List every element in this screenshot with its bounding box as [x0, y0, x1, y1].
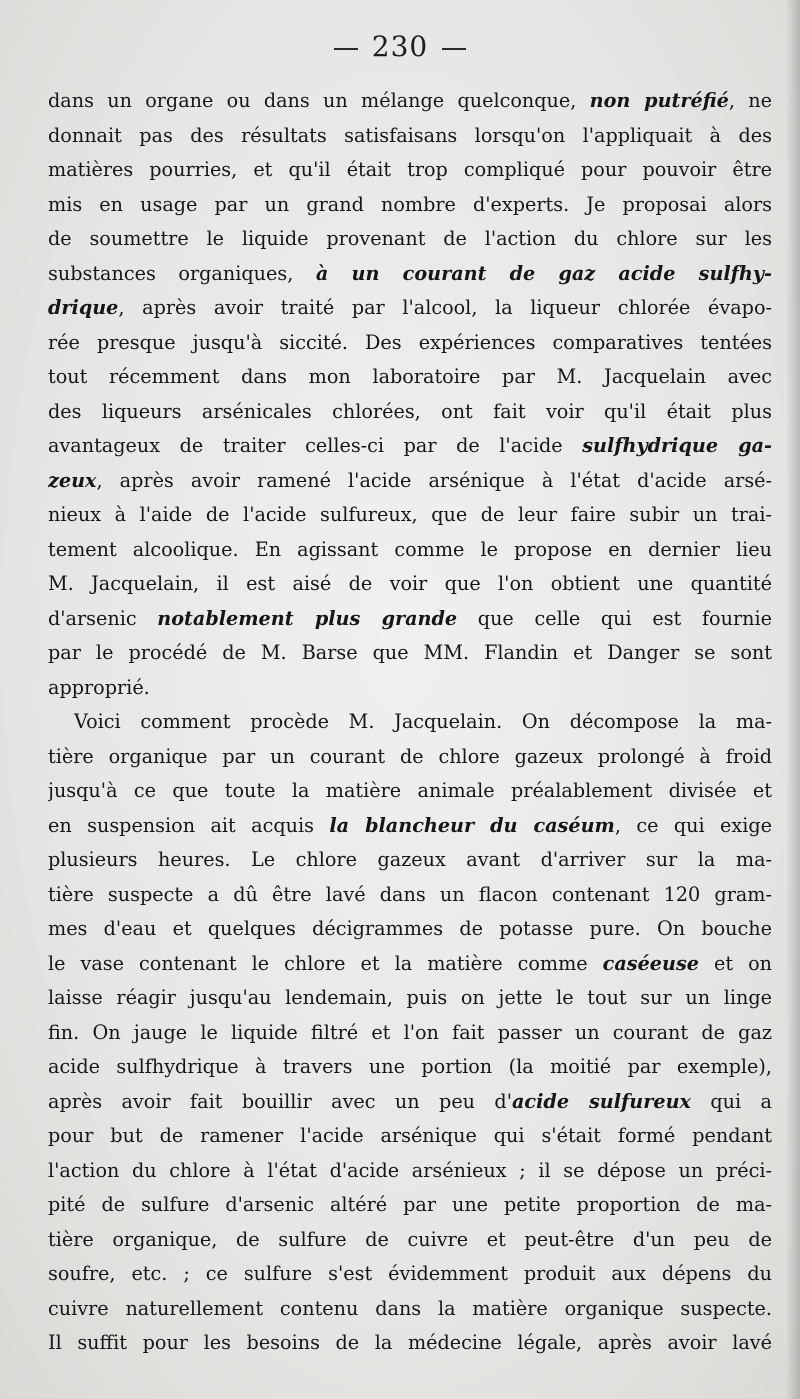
text-run: substances organiques,: [48, 261, 316, 285]
text-line: [48, 636, 772, 671]
text-line: [48, 498, 772, 533]
text-line: [48, 1188, 772, 1223]
text-run: acide sulfhydrique à travers une portion (la moitié par exemple),: [48, 1055, 772, 1078]
text-line: [48, 533, 772, 568]
italic-text-run: zeux: [48, 468, 97, 492]
text-line: [48, 809, 772, 844]
text-run: l'action du chlore à l'état d'acide arsénieux ; il se dépose un préci-: [48, 1158, 772, 1182]
text-run: des liqueurs arsénicales chlorées, ont fait voir qu'il était plus: [48, 399, 772, 423]
italic-text-run: sulfhydrique ga-: [582, 434, 772, 457]
text-run: , ce qui exige: [614, 813, 772, 837]
text-line: [48, 1016, 772, 1051]
text-run: et on: [698, 951, 772, 975]
text-run: de soumettre le liquide provenant de l'action du chlore sur les: [48, 227, 772, 250]
text-run: Il suffit pour les besoins de la médecine légale, après avoir lavé: [48, 1331, 772, 1354]
text-run: par le procédé de M. Barse que MM. Flandin et Danger se sont: [48, 641, 772, 664]
italic-text-run: notablement plus grande: [157, 606, 458, 630]
text-run: tière organique, de sulfure de cuivre et peut-être d'un peu de: [48, 1227, 772, 1251]
text-line: [48, 222, 772, 257]
text-run: après avoir fait bouillir avec un peu d': [48, 1089, 512, 1113]
text-run: matières pourries, et qu'il était trop compliqué pour pouvoir être: [48, 158, 772, 181]
text-line: [48, 257, 772, 292]
text-line: [48, 395, 772, 430]
text-run: jusqu'à ce que toute la matière animale préalablement divisée et: [48, 779, 772, 802]
page-number: 230: [371, 30, 429, 63]
text-line: [48, 1085, 772, 1120]
italic-text-run: la blancheur du caséum: [329, 813, 615, 837]
text-line: [48, 326, 772, 361]
text-run: approprié.: [48, 675, 150, 699]
text-run: qui a: [690, 1089, 772, 1113]
text-run: d'arsenic: [48, 606, 158, 630]
text-line: [48, 671, 772, 706]
text-run: , ne: [728, 89, 772, 112]
text-line: [48, 153, 772, 188]
text-line: [48, 188, 772, 223]
text-line: [48, 429, 772, 464]
text-line: [48, 84, 772, 119]
text-run: dans un organe ou dans un mélange quelconque,: [48, 89, 590, 112]
text-line: [48, 774, 772, 809]
header-dash-right: [442, 48, 466, 50]
text-line: [48, 1257, 772, 1292]
text-run: nieux à l'aide de l'acide sulfureux, que de leur faire subir un trai-: [48, 503, 772, 526]
text-run: laisse réagir jusqu'au lendemain, puis on jette le tout sur un linge: [48, 986, 772, 1009]
text-line: [48, 705, 772, 740]
text-line: [48, 1050, 772, 1085]
text-run: , après avoir ramené l'acide arsénique à l'état d'acide arsé-: [96, 468, 772, 492]
text-run: tout récemment dans mon laboratoire par M. Jacquelain avec: [48, 365, 772, 388]
text-run: avantageux de traiter celles-ci par de l'acide: [48, 434, 583, 457]
header-dash-left: [334, 48, 358, 50]
italic-text-run: drique: [48, 296, 119, 319]
text-line: [48, 291, 772, 326]
text-run: cuivre naturellement contenu dans la matière organique suspecte.: [48, 1296, 772, 1320]
text-run: tement alcoolique. En agissant comme le propose en dernier lieu: [48, 537, 772, 561]
text-line: [48, 947, 772, 982]
text-run: rée presque jusqu'à siccité. Des expériences comparatives tentées: [48, 330, 772, 354]
text-run: plusieurs heures. Le chlore gazeux avant d'arriver sur la ma-: [48, 848, 772, 871]
text-run: fin. On jauge le liquide filtré et l'on fait passer un courant de gaz: [48, 1020, 772, 1044]
text-run: Voici comment procède M. Jacquelain. On décompose la ma-: [74, 710, 772, 733]
text-run: soufre, etc. ; ce sulfure s'est évidemment produit aux dépens du: [48, 1262, 772, 1285]
italic-text-run: acide sulfureux: [512, 1089, 691, 1113]
italic-text-run: non putréfié: [589, 89, 729, 112]
body-text: [48, 84, 772, 1361]
italic-text-run: à un courant de gaz acide sulfhy-: [315, 261, 772, 285]
text-line: [48, 1154, 772, 1189]
text-line: [48, 567, 772, 602]
text-line: [48, 602, 772, 637]
text-line: [48, 360, 772, 395]
text-run: que celle qui est fournie: [457, 606, 772, 630]
text-line: [48, 1223, 772, 1258]
text-line: [48, 878, 772, 913]
text-run: mes d'eau et quelques décigrammes de potasse pure. On bouche: [48, 917, 772, 940]
page-header: [0, 30, 800, 63]
text-run: le vase contenant le chlore et la matière comme: [48, 951, 603, 975]
text-line: [48, 843, 772, 878]
text-run: pour but de ramener l'acide arsénique qui s'était formé pendant: [48, 1124, 772, 1147]
text-run: , après avoir traité par l'alcool, la liqueur chlorée évapo-: [118, 296, 772, 319]
text-line: [48, 981, 772, 1016]
text-run: tière organique par un courant de chlore gazeux prolongé à froid: [48, 744, 772, 768]
text-line: [48, 464, 772, 499]
text-run: mis en usage par un grand nombre d'experts. Je proposai alors: [48, 192, 772, 216]
text-line: [48, 1292, 772, 1327]
italic-text-run: caséeuse: [602, 951, 699, 975]
text-run: donnait pas des résultats satisfaisans lorsqu'on l'appliquait à des: [48, 123, 772, 147]
text-line: [48, 1326, 772, 1361]
text-run: pité de sulfure d'arsenic altéré par une petite proportion de ma-: [48, 1193, 772, 1216]
text-run: tière suspecte a dû être lavé dans un flacon contenant 120 gram-: [48, 882, 772, 906]
text-run: M. Jacquelain, il est aisé de voir que l'on obtient une quantité: [48, 572, 772, 595]
text-line: [48, 119, 772, 154]
text-run: en suspension ait acquis: [48, 813, 330, 837]
text-line: [48, 740, 772, 775]
page-edge-shadow: [786, 0, 800, 1399]
text-line: [48, 912, 772, 947]
text-line: [48, 1119, 772, 1154]
